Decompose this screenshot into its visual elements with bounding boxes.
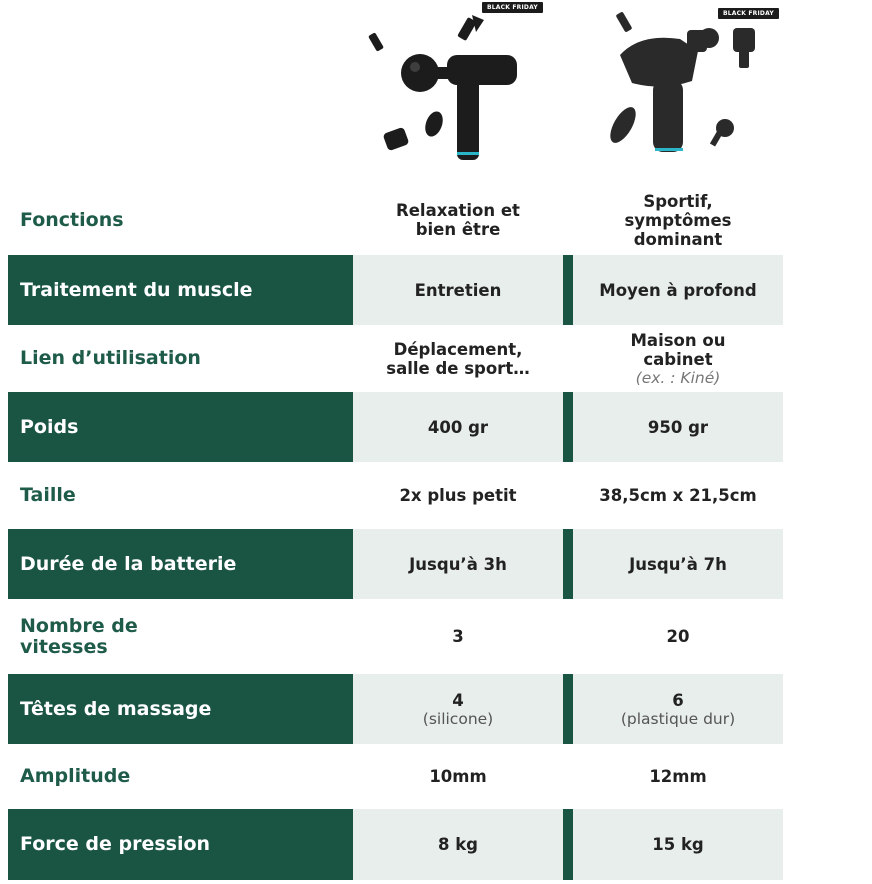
value-pro bbox=[573, 462, 783, 529]
value-pro bbox=[573, 674, 783, 744]
table-row bbox=[8, 744, 783, 809]
product-mini-massage-gun bbox=[352, 0, 562, 185]
value-line: 20 bbox=[666, 627, 690, 646]
row-label: Nombre de vitesses bbox=[8, 599, 353, 674]
row-label: Taille bbox=[8, 462, 353, 529]
product-images bbox=[0, 0, 872, 185]
value-line: Maison ou bbox=[630, 330, 726, 350]
value-line: Relaxation et bbox=[396, 201, 520, 220]
value-mini bbox=[353, 599, 563, 674]
massage-gun-mini-image bbox=[352, 0, 562, 185]
value-line: 400 gr bbox=[427, 417, 489, 437]
value-pro bbox=[573, 255, 783, 325]
value-mini bbox=[353, 744, 563, 809]
table-row bbox=[8, 599, 783, 674]
value-mini bbox=[353, 392, 563, 462]
value-line: 6 bbox=[672, 690, 684, 710]
value-pro bbox=[573, 392, 783, 462]
value-line: bien être bbox=[415, 220, 501, 239]
table-row bbox=[8, 462, 783, 529]
value-pro bbox=[573, 185, 783, 255]
value-pro bbox=[573, 599, 783, 674]
black-friday-badge: BLACK FRIDAY bbox=[718, 8, 779, 19]
row-label: Fonctions bbox=[8, 185, 353, 255]
value-line: Moyen à profond bbox=[599, 280, 757, 300]
table-row bbox=[8, 529, 783, 599]
value-line: cabinet bbox=[643, 349, 713, 369]
row-label: Lien d’utilisation bbox=[8, 325, 353, 392]
value-note: (silicone) bbox=[422, 709, 494, 728]
black-friday-badge: BLACK FRIDAY bbox=[482, 2, 543, 13]
value-mini bbox=[353, 255, 563, 325]
value-line: 950 gr bbox=[647, 417, 709, 437]
table-row bbox=[8, 185, 783, 255]
row-label: Traitement du muscle bbox=[8, 255, 353, 325]
value-mini bbox=[353, 529, 563, 599]
value-line: Entretien bbox=[414, 280, 502, 300]
row-label: Force de pression bbox=[8, 809, 353, 880]
row-label: Poids bbox=[8, 392, 353, 462]
value-pro bbox=[573, 529, 783, 599]
table-row bbox=[8, 674, 783, 744]
row-label: Amplitude bbox=[8, 744, 353, 809]
value-note: (ex. : Kiné) bbox=[635, 368, 721, 387]
product-pro-massage-gun bbox=[575, 0, 785, 185]
value-mini bbox=[353, 325, 563, 392]
value-pro bbox=[573, 744, 783, 809]
value-line: 8 kg bbox=[437, 835, 478, 854]
value-line: Déplacement, bbox=[393, 339, 523, 359]
value-pro bbox=[573, 325, 783, 392]
table-row bbox=[8, 255, 783, 325]
value-line: Jusqu’à 7h bbox=[629, 554, 727, 574]
value-line: salle de sport… bbox=[386, 358, 530, 378]
value-line: 3 bbox=[452, 627, 464, 646]
value-note: (plastique dur) bbox=[620, 709, 736, 728]
value-mini bbox=[353, 185, 563, 255]
value-line: 4 bbox=[452, 690, 464, 710]
table-row bbox=[8, 325, 783, 392]
value-line: 15 kg bbox=[652, 835, 704, 854]
row-label: Têtes de massage bbox=[8, 674, 353, 744]
value-mini bbox=[353, 809, 563, 880]
value-mini bbox=[353, 674, 563, 744]
value-line: 10mm bbox=[429, 767, 487, 786]
value-mini bbox=[353, 462, 563, 529]
table-row bbox=[8, 392, 783, 462]
value-line: 38,5cm x 21,5cm bbox=[599, 486, 757, 505]
value-line: symptômes bbox=[624, 210, 732, 230]
value-line: dominant bbox=[633, 229, 723, 249]
row-label: Durée de la batterie bbox=[8, 529, 353, 599]
massage-gun-pro-image bbox=[575, 0, 785, 185]
comparison-table bbox=[8, 185, 783, 880]
value-line: Sportif, bbox=[643, 191, 713, 211]
value-pro bbox=[573, 809, 783, 880]
value-line: 2x plus petit bbox=[399, 486, 517, 505]
value-line: Jusqu’à 3h bbox=[409, 554, 507, 574]
table-row bbox=[8, 809, 783, 880]
value-line: 12mm bbox=[649, 767, 707, 786]
